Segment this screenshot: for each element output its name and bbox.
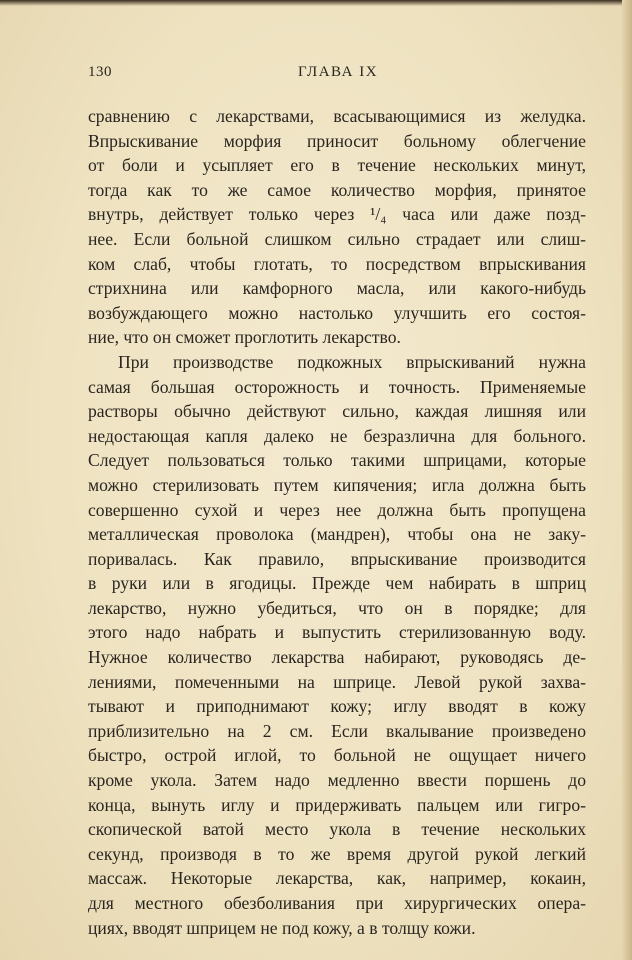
text-line: лениями, помеченными на шприце. Левой рукой захва- [88,671,586,692]
text-line: самая большая осторожность и точность. Применяемые [88,376,586,397]
page-top-edge [0,0,632,6]
text-line: быстро, острой иглой, то больной не ощущает ничего [88,745,586,766]
text-line: внутрь, действует только через ¹/₄ часа или даже позд- [88,204,586,225]
running-head [88,64,588,88]
text-line: ком слаб, чтобы глотать, то посредством впрыскивания [88,253,586,274]
text-line: тогда как то же самое количество морфия, принятое [88,179,586,200]
text-line: от боли и усыпляет его в течение нескольких минут, [88,155,586,176]
text-line: возбуждающего можно настолько улучшить его состоя- [88,302,586,323]
text-line: приблизительно на 2 см. Если вкалывание произведено [88,720,586,741]
text-line: лекарство, нужно убедиться, что он в порядке; для [88,597,586,618]
page-right-edge [622,0,632,960]
text-line: этого надо набрать и выпустить стерилизованную воду. [88,622,586,643]
text-line: ние, что он сможет проглотить лекарство. [88,327,401,348]
text-line: секунд, производя в то же время другой рукой легкий [88,843,586,864]
text-line: Следует пользоваться только такими шприцами, которые [88,450,586,471]
text-line: совершенно сухой и через нее должна быть пропущена [88,499,586,520]
text-line: скопической ватой место укола в течение нескольких [88,819,586,840]
text-line: массаж. Некоторые лекарства, как, например, кокаин, [88,868,586,889]
text-line: поривалась. Как правило, впрыскивание производится [88,548,586,569]
page-number: 130 [88,64,112,80]
text-line: стрихнина или камфорного масла, или какого-нибудь [88,278,586,299]
text-line: Нужное количество лекарства набирают, руководясь де- [88,647,586,668]
text-line: кроме укола. Затем надо медленно ввести поршень до [88,770,586,791]
text-line: конца, вынуть иглу и придерживать пальцем или гигро- [88,794,586,815]
text-line: в руки или в ягодицы. Прежде чем набирать в шприц [88,573,586,594]
text-line: тывают и приподнимают кожу; иглу вводят в кожу [88,696,586,717]
paragraph-first-line: При производстве подкожных впрыскиваний нужна [118,351,586,372]
text-line: металлическая проволока (мандрен), чтобы она не заку- [88,524,586,545]
text-line: растворы обычно действуют сильно, каждая лишняя или [88,401,586,422]
text-line: недостающая капля далеко не безразлична для больного. [88,425,586,446]
text-line: для местного обезболивания при хирургических опера- [88,893,586,913]
text-line: сравнению с лекарствами, всасывающимися из желудка. [88,106,586,126]
chapter-title: ГЛАВА IX [298,64,379,80]
text-line: Впрыскивание морфия приносит больному облегчение [88,130,586,151]
text-line: нее. Если больной слишком сильно страдает или слиш- [88,228,586,249]
body-text [88,104,586,940]
text-line: можно стерилизовать путем кипячения; игла должна быть [88,474,586,495]
text-line: циях, вводят шприцем не под кожу, а в толщу кожи. [88,917,476,938]
